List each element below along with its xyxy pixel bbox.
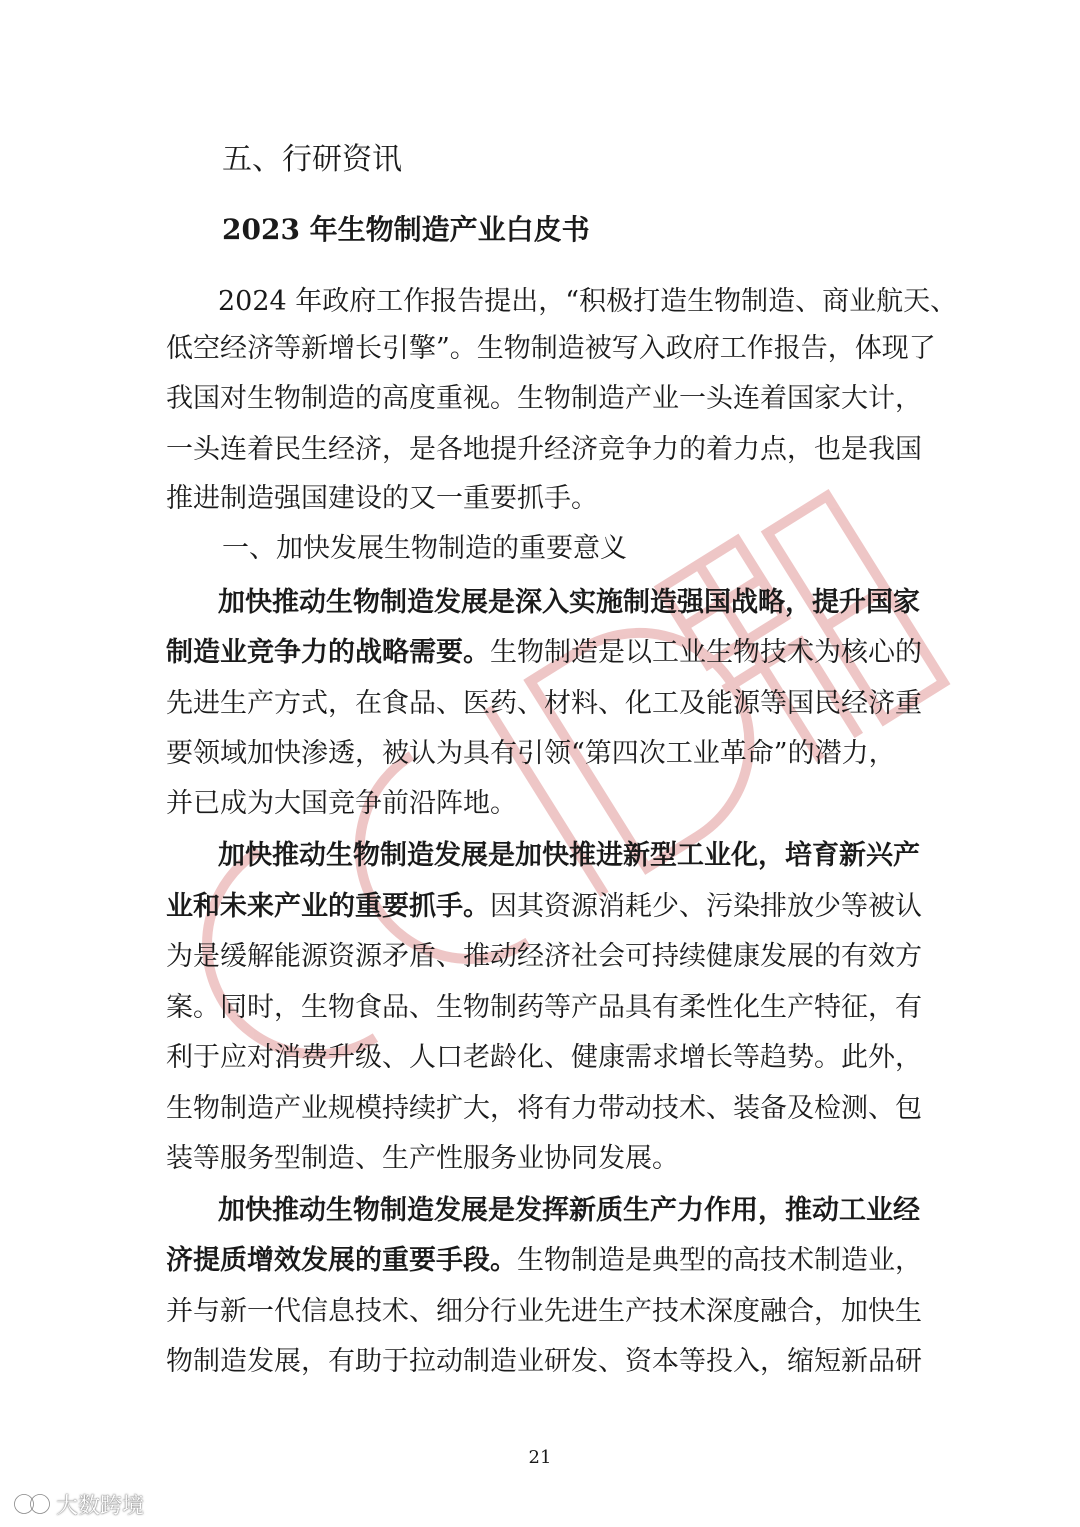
- para2-bold-line-1: 加快推动生物制造发展是加快推进新型工业化，培育新兴产: [218, 840, 920, 871]
- para1-line-5: 并已成为大国竞争前沿阵地。: [166, 788, 517, 819]
- para3-bold-line-2: 济提质增效发展的重要手段。: [166, 1245, 517, 1276]
- page-number: 21: [528, 1447, 552, 1468]
- intro-line-1: 2024 年政府工作报告提出，“积极打造生物制造、商业航天、: [218, 286, 958, 317]
- brand-text: 大数跨境: [56, 1493, 145, 1519]
- para2-line-2: [166, 889, 922, 925]
- para3-line-2-rest: 生物制造是典型的高技术制造业，: [517, 1245, 922, 1276]
- para2-line-3: 为是缓解能源资源矛盾、推动经济社会可持续健康发展的有效方: [166, 941, 922, 972]
- para1-bold-line-1: 加快推动生物制造发展是深入实施制造强国战略，提升国家: [218, 587, 920, 618]
- para2-line-5: 利于应对消费升级、人口老龄化、健康需求增长等趋势。此外，: [166, 1042, 922, 1073]
- intro-line-2: 低空经济等新增长引擎”。生物制造被写入政府工作报告，体现了: [166, 333, 936, 364]
- subheading: 一、加快发展生物制造的重要意义: [222, 533, 627, 564]
- para1-line-3: 先进生产方式，在食品、医药、材料、化工及能源等国民经济重: [166, 688, 922, 719]
- ccid-watermark: [150, 420, 1010, 1140]
- para1-line-2: [166, 635, 922, 671]
- para2-line-4: 案。同时，生物食品、生物制药等产品具有柔性化生产特征，有: [166, 992, 922, 1023]
- brand-logo-icon: [14, 1492, 52, 1516]
- para1-bold-line-2: 制造业竞争力的战略需要。: [166, 637, 490, 668]
- para3-line-4: 物制造发展，有助于拉动制造业研发、资本等投入，缩短新品研: [166, 1346, 922, 1377]
- para1-line-2-rest: 生物制造是以工业生物技术为核心的: [490, 637, 922, 668]
- para2-line-6: 生物制造产业规模持续扩大，将有力带动技术、装备及检测、包: [166, 1093, 922, 1124]
- para2-line-7: 装等服务型制造、生产性服务业协同发展。: [166, 1143, 679, 1174]
- para2-bold-line-2: 业和未来产业的重要抓手。: [166, 891, 490, 922]
- intro-line-5: 推进制造强国建设的又一重要抓手。: [166, 483, 598, 514]
- para3-bold-line-1: 加快推动生物制造发展是发挥新质生产力作用，推动工业经: [218, 1195, 920, 1226]
- para1-line-4: 要领域加快渗透，被认为具有引领“第四次工业革命”的潜力，: [166, 738, 896, 769]
- section-title: 五、行研资讯: [222, 142, 402, 177]
- para2-line-2-rest: 因其资源消耗少、污染排放少等被认: [490, 891, 922, 922]
- intro-line-3: 我国对生物制造的高度重视。生物制造产业一头连着国家大计，: [166, 383, 922, 414]
- para3-line-3: 并与新一代信息技术、细分行业先进生产技术深度融合，加快生: [166, 1296, 922, 1327]
- intro-line-4: 一头连着民生经济，是各地提升经济竞争力的着力点，也是我国: [166, 434, 922, 465]
- brand-watermark: [14, 1489, 144, 1519]
- para3-line-2: [166, 1243, 922, 1279]
- document-title: 2023 年生物制造产业白皮书: [222, 213, 590, 246]
